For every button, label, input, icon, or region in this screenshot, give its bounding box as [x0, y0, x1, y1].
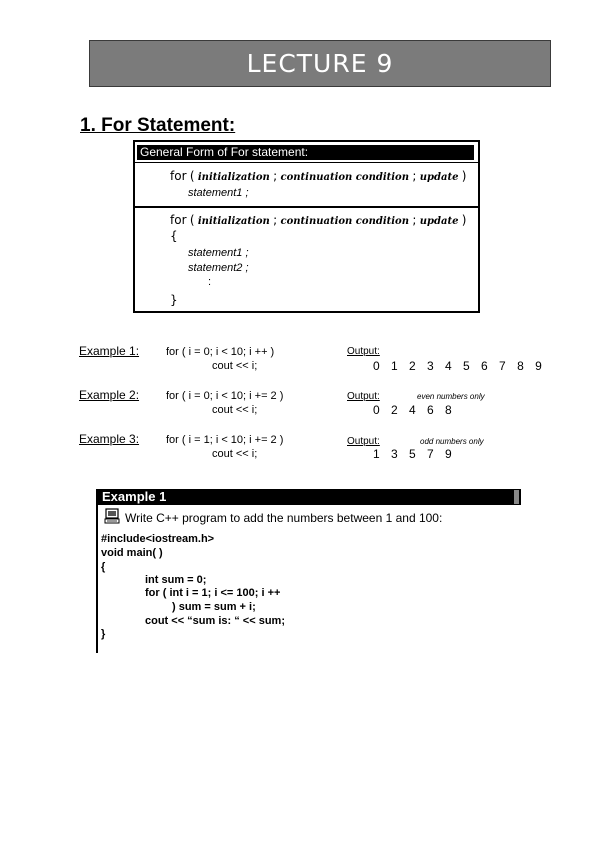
example3-output-values: 1 3 5 7 9 [373, 447, 456, 461]
general-form-header: General Form of For statement: [137, 145, 474, 160]
paren-close: ) [461, 213, 467, 227]
divider [135, 162, 478, 163]
example3-note: odd numbers only [420, 437, 484, 446]
code-for-body: ) sum = sum + i; [172, 601, 256, 613]
update-label: update [419, 216, 459, 227]
paren-close: ) [461, 169, 467, 183]
form2-statement2: statement2 ; [188, 262, 249, 274]
code-main: void main( ) [101, 547, 163, 559]
ellipsis-dots: : [208, 276, 212, 288]
update-label: update [419, 172, 459, 183]
page-title: LECTURE 9 [246, 49, 394, 78]
form1-statement: statement1 ; [188, 187, 249, 199]
semicolon: ; [412, 169, 417, 183]
code-brace-open: { [101, 561, 106, 573]
example2-code-line1: for ( i = 0; i < 10; i += 2 ) [166, 390, 284, 402]
condition-label: continuation condition [280, 216, 409, 227]
code-cout: cout << “sum is: “ << sum; [145, 615, 285, 627]
semicolon: ; [412, 213, 417, 227]
example1-output-values: 0 1 2 3 4 5 6 7 8 9 [373, 359, 546, 373]
example3-code-line2: cout << i; [212, 448, 258, 460]
computer-icon [104, 508, 120, 524]
semicolon: ; [273, 213, 278, 227]
example2-label: Example 2: [79, 388, 140, 402]
example1-output-label: Output: [347, 346, 380, 357]
code-include: #include<iostream.h> [101, 533, 215, 545]
condition-label: continuation condition [280, 172, 409, 183]
for-keyword: for [170, 213, 187, 227]
example2-output-values: 0 2 4 6 8 [373, 403, 456, 417]
general-form-box [133, 140, 480, 313]
code-for-line: for ( int i = 1; i <= 100; i ++ [145, 587, 281, 599]
paren-open: ( [189, 213, 195, 227]
example-box-left-border [96, 489, 98, 653]
example1-code-line2: cout << i; [212, 360, 258, 372]
example3-label: Example 3: [79, 432, 140, 446]
example1-label: Example 1: [79, 344, 140, 358]
form1-line [170, 169, 466, 183]
title-banner [89, 40, 551, 87]
example3-output-label: Output: [347, 436, 380, 447]
example-box-description: Write C++ program to add the numbers between 1 and 100: [125, 511, 443, 525]
code-brace-close: } [101, 628, 106, 640]
form2-statement1: statement1 ; [188, 247, 249, 259]
brace-open: { [170, 229, 178, 243]
example3-code-line1: for ( i = 1; i < 10; i += 2 ) [166, 434, 284, 446]
init-label: initialization [197, 172, 270, 183]
example2-output-label: Output: [347, 391, 380, 402]
code-declaration: int sum = 0; [145, 574, 207, 586]
paren-open: ( [189, 169, 195, 183]
semicolon: ; [273, 169, 278, 183]
brace-close: } [170, 293, 178, 307]
for-keyword: for [170, 169, 187, 183]
form2-line [170, 213, 466, 227]
section-heading: 1. For Statement: [80, 115, 236, 136]
example1-code-line1: for ( i = 0; i < 10; i ++ ) [166, 346, 275, 358]
example2-code-line2: cout << i; [212, 404, 258, 416]
init-label: initialization [197, 216, 270, 227]
example2-note: even numbers only [417, 392, 485, 401]
divider [135, 206, 478, 208]
example-box-header-cap [514, 490, 519, 504]
example-box-header: Example 1 [98, 489, 521, 505]
